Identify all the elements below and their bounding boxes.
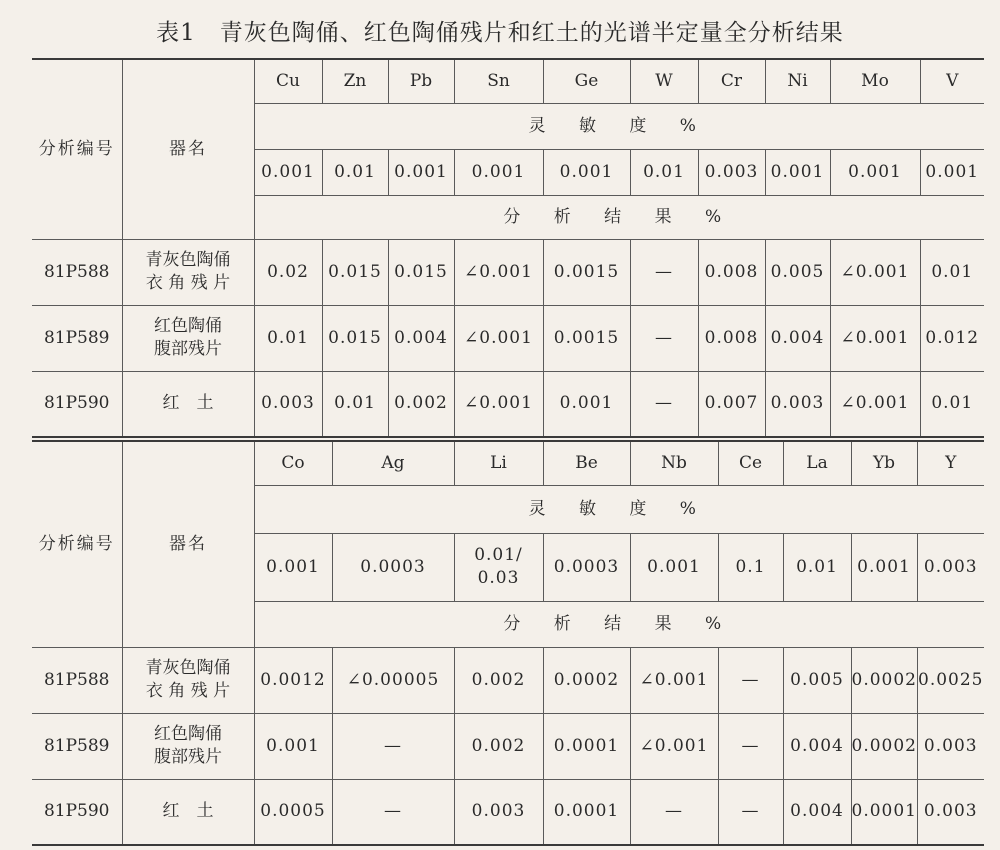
result-cell: 0.003 <box>454 779 543 845</box>
result-cell: 0.001 <box>254 713 332 779</box>
result-cell: 0.0002 <box>851 713 917 779</box>
sensitivity-cell: 0.01 <box>783 533 851 601</box>
result-cell: 0.004 <box>765 305 830 371</box>
table-row <box>32 647 984 713</box>
sensitivity-cell: 0.003 <box>698 149 765 195</box>
sensitivity-cell: 0.01 <box>630 149 698 195</box>
element-header: W <box>630 59 698 103</box>
result-cell: 0.003 <box>917 779 984 845</box>
result-cell: 0.003 <box>917 713 984 779</box>
result-cell: ∠0.001 <box>830 239 920 305</box>
sensitivity-cell: 0.001 <box>830 149 920 195</box>
sensitivity-header: 灵 敏 度 % <box>254 485 984 533</box>
sensitivity-cell: 0.001 <box>630 533 718 601</box>
result-cell: 0.015 <box>322 239 388 305</box>
result-cell: ∠0.001 <box>454 371 543 437</box>
table-row <box>32 779 984 845</box>
result-cell: 0.002 <box>454 647 543 713</box>
item-name-header: 器名 <box>122 59 254 239</box>
result-cell: 0.007 <box>698 371 765 437</box>
sensitivity-cell: 0.1 <box>718 533 783 601</box>
result-cell: 0.005 <box>765 239 830 305</box>
results-table-1 <box>32 58 984 438</box>
result-cell: 0.003 <box>765 371 830 437</box>
result-cell: ∠0.001 <box>630 713 718 779</box>
result-cell: — <box>332 713 454 779</box>
table-divider <box>32 436 984 438</box>
sample-id: 81P590 <box>32 371 122 437</box>
result-cell: — <box>630 371 698 437</box>
result-cell: ∠0.00005 <box>332 647 454 713</box>
element-header: Li <box>454 441 543 485</box>
result-cell: 0.004 <box>388 305 454 371</box>
result-cell: — <box>630 239 698 305</box>
result-cell: 0.01 <box>254 305 322 371</box>
result-cell: 0.003 <box>254 371 322 437</box>
element-header: Be <box>543 441 630 485</box>
result-cell: 0.0001 <box>543 713 630 779</box>
result-cell: 0.02 <box>254 239 322 305</box>
table-row <box>32 713 984 779</box>
sensitivity-header: 灵 敏 度 % <box>254 103 984 149</box>
sample-name: 青灰色陶俑 衣 角 残 片 <box>122 647 254 713</box>
element-header: Ge <box>543 59 630 103</box>
table-row <box>32 371 984 437</box>
result-cell: ∠0.001 <box>630 647 718 713</box>
result-cell: — <box>332 779 454 845</box>
result-cell: 0.01 <box>920 239 984 305</box>
result-cell: 0.0001 <box>543 779 630 845</box>
result-cell: 0.0015 <box>543 239 630 305</box>
result-cell: 0.0012 <box>254 647 332 713</box>
sample-name: 红 土 <box>122 779 254 845</box>
element-header: Nb <box>630 441 718 485</box>
result-cell: 0.008 <box>698 305 765 371</box>
item-name-header: 器名 <box>122 441 254 647</box>
result-cell: 0.01 <box>322 371 388 437</box>
result-cell: 0.0002 <box>543 647 630 713</box>
sample-id: 81P588 <box>32 239 122 305</box>
result-cell: — <box>630 779 718 845</box>
result-cell: 0.015 <box>322 305 388 371</box>
element-header: Cr <box>698 59 765 103</box>
table-row <box>32 305 984 371</box>
sensitivity-cell: 0.001 <box>543 149 630 195</box>
analysis-no-header: 分析编号 <box>32 59 122 239</box>
sensitivity-cell: 0.001 <box>388 149 454 195</box>
sensitivity-cell: 0.0003 <box>332 533 454 601</box>
results-table-2 <box>32 440 984 846</box>
sensitivity-cell: 0.001 <box>920 149 984 195</box>
sensitivity-cell: 0.001 <box>765 149 830 195</box>
result-cell: 0.005 <box>783 647 851 713</box>
element-header: Ni <box>765 59 830 103</box>
table-row <box>32 239 984 305</box>
result-cell: 0.0015 <box>543 305 630 371</box>
result-cell: 0.0001 <box>851 779 917 845</box>
sensitivity-cell: 0.001 <box>851 533 917 601</box>
result-cell: ∠0.001 <box>830 371 920 437</box>
result-cell: — <box>718 713 783 779</box>
result-cell: — <box>718 779 783 845</box>
result-cell: 0.002 <box>454 713 543 779</box>
result-cell: 0.008 <box>698 239 765 305</box>
sample-id: 81P589 <box>32 305 122 371</box>
element-header: Ag <box>332 441 454 485</box>
result-cell: 0.0002 <box>851 647 917 713</box>
element-header: V <box>920 59 984 103</box>
result-cell: 0.004 <box>783 779 851 845</box>
result-cell: — <box>718 647 783 713</box>
result-cell: 0.002 <box>388 371 454 437</box>
result-cell: ∠0.001 <box>454 305 543 371</box>
result-cell: — <box>630 305 698 371</box>
element-header: Mo <box>830 59 920 103</box>
result-cell: ∠0.001 <box>454 239 543 305</box>
element-header: Y <box>917 441 984 485</box>
element-header: Co <box>254 441 332 485</box>
result-cell: ∠0.001 <box>830 305 920 371</box>
sensitivity-cell: 0.003 <box>917 533 984 601</box>
result-cell: 0.01 <box>920 371 984 437</box>
sensitivity-cell: 0.01/ 0.03 <box>454 533 543 601</box>
sample-id: 81P589 <box>32 713 122 779</box>
result-cell: 0.001 <box>543 371 630 437</box>
results-header: 分 析 结 果 % <box>254 601 984 647</box>
table-title: 表1 青灰色陶俑、红色陶俑残片和红土的光谱半定量全分析结果 <box>156 20 844 46</box>
element-header: Zn <box>322 59 388 103</box>
results-header: 分 析 结 果 % <box>254 195 984 239</box>
sensitivity-cell: 0.001 <box>254 533 332 601</box>
sensitivity-cell: 0.01 <box>322 149 388 195</box>
sample-name: 红色陶俑 腹部残片 <box>122 713 254 779</box>
sample-id: 81P588 <box>32 647 122 713</box>
sample-name: 红色陶俑 腹部残片 <box>122 305 254 371</box>
sensitivity-cell: 0.001 <box>454 149 543 195</box>
result-cell: 0.012 <box>920 305 984 371</box>
element-header: La <box>783 441 851 485</box>
result-cell: 0.0005 <box>254 779 332 845</box>
result-cell: 0.004 <box>783 713 851 779</box>
sensitivity-cell: 0.0003 <box>543 533 630 601</box>
element-header: Yb <box>851 441 917 485</box>
sample-id: 81P590 <box>32 779 122 845</box>
result-cell: 0.015 <box>388 239 454 305</box>
analysis-no-header: 分析编号 <box>32 441 122 647</box>
element-header: Pb <box>388 59 454 103</box>
sample-name: 红 土 <box>122 371 254 437</box>
sample-name: 青灰色陶俑 衣 角 残 片 <box>122 239 254 305</box>
element-header: Cu <box>254 59 322 103</box>
element-header: Ce <box>718 441 783 485</box>
element-header: Sn <box>454 59 543 103</box>
sensitivity-cell: 0.001 <box>254 149 322 195</box>
result-cell: 0.0025 <box>917 647 984 713</box>
